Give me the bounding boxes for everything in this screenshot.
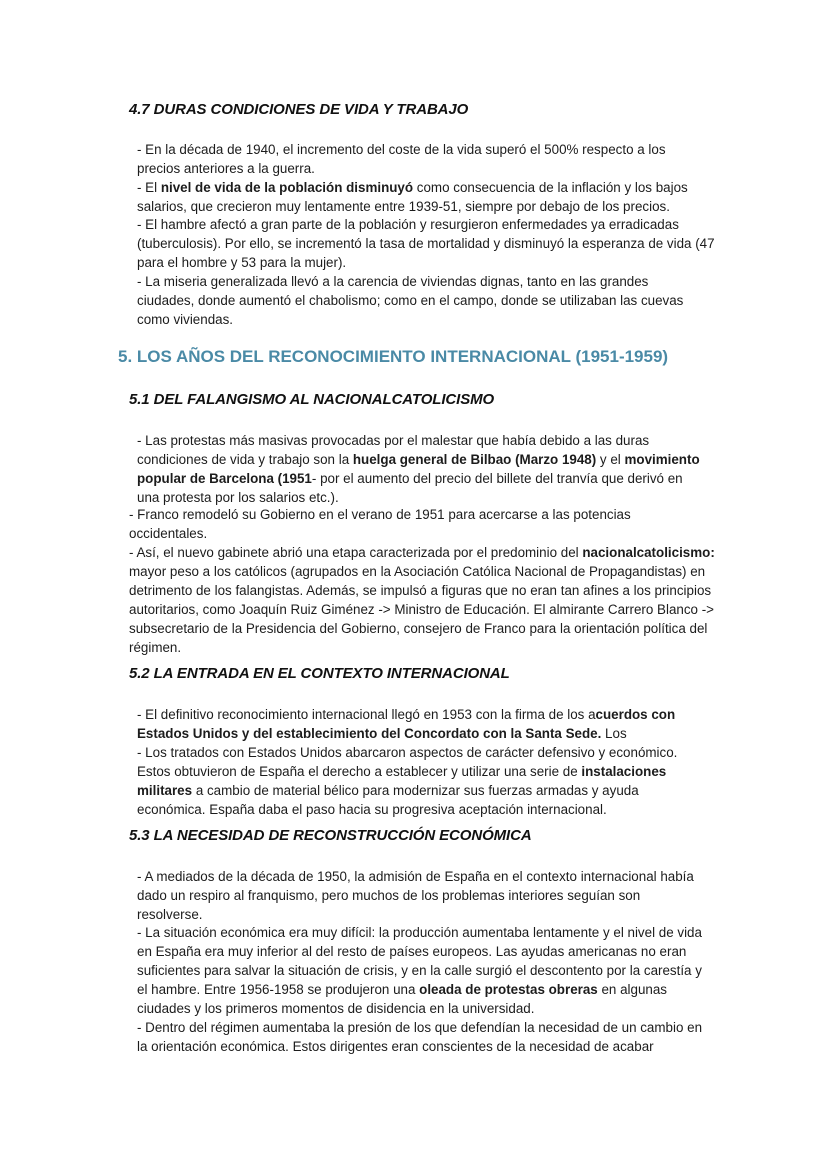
paragraph: - En la década de 1940, el incremento del coste de la vida superó el 500% respecto a los precios anteriores a la guerra. xyxy=(137,142,666,176)
section-heading-5: 5. LOS AÑOS DEL RECONOCIMIENTO INTERNACIONAL (1951-1959) xyxy=(118,347,669,366)
paragraph: - A mediados de la década de 1950, la admisión de España en el contexto internacional había dado un respiro al franquismo, pero muchos de los problemas interiores seguían son resolverse. xyxy=(137,869,694,922)
paragraph: - Así, el nuevo gabinete abrió una etapa caracterizada por el predominio del nacionalcatolicismo: mayor peso a los católicos (agrupados en la Asociación Católica Nacional de Propagandistas) en detrimento de los falangistas. Además, se impulsó a figuras que no eran tan afines a los principios autoritarios, como Joaquín Ruiz Giménez -> Ministro de Educación. El almirante Carrero Blanco -> subsecretario de la Presidencia del Gobierno, consejero de Franco para la orientación política del régimen. xyxy=(129,545,715,655)
section-heading-4-7: 4.7 DURAS CONDICIONES DE VIDA Y TRABAJO xyxy=(129,101,469,118)
paragraph: - Franco remodeló su Gobierno en el verano de 1951 para acercarse a las potencias occidentales. xyxy=(129,507,631,541)
section-heading-5-3: 5.3 LA NECESIDAD DE RECONSTRUCCIÓN ECONÓMICA xyxy=(129,827,532,844)
section-heading-5-2: 5.2 LA ENTRADA EN EL CONTEXTO INTERNACIONAL xyxy=(129,665,510,682)
paragraph: - Los tratados con Estados Unidos abarcaron aspectos de carácter defensivo y económico. Estos obtuvieron de España el derecho a establecer y utilizar una serie de instalaciones militares a cambio de material bélico para modernizar sus fuerzas armadas y ayuda económica. España daba el paso hacia su progresiva aceptación internacional. xyxy=(137,745,678,817)
paragraph: - La situación económica era muy difícil: la producción aumentaba lentamente y el nivel de vida en España era muy inferior al del resto de países europeos. Las ayudas americanas no eran suficientes para salvar la situación de crisis, y en la calle surgió el descontento por la carestía y el hambre. Entre 1956-1958 se produjeron una oleada de protestas obreras en algunas ciudades y los primeros momentos de disidencia en la universidad. xyxy=(137,925,702,1016)
paragraph: - Dentro del régimen aumentaba la presión de los que defendían la necesidad de un cambio en la orientación económica. Estos dirigentes eran conscientes de la necesidad de acabar xyxy=(137,1020,703,1054)
paragraph: - El hambre afectó a gran parte de la población y resurgieron enfermedades ya erradicadas (tuberculosis). Por ello, se incrementó la tasa de mortalidad y disminuyó la esperanza de vida (47 para el hombre y 53 para la mujer). xyxy=(137,217,715,270)
paragraph: - Las protestas más masivas provocadas por el malestar que había debido a las duras condiciones de vida y trabajo son la huelga general de Bilbao (Marzo 1948) y el movimiento popular de Barcelona (1951- por el aumento del precio del billete del tranvía que derivó en una protesta por los salarios etc.). xyxy=(137,433,700,505)
section-heading-5-1: 5.1 DEL FALANGISMO AL NACIONALCATOLICISMO xyxy=(129,391,495,408)
paragraph: - La miseria generalizada llevó a la carencia de viviendas dignas, tanto en las grandes ciudades, donde aumentó el chabolismo; como en el campo, donde se utilizaban las cuevas como viviendas. xyxy=(137,274,684,327)
paragraph: - El nivel de vida de la población disminuyó como consecuencia de la inflación y los bajos salarios, que crecieron muy lentamente entre 1939-51, siempre por debajo de los precios. xyxy=(137,180,688,214)
paragraph: - El definitivo reconocimiento internacional llegó en 1953 con la firma de los acuerdos con Estados Unidos y del establecimiento del Concordato con la Santa Sede. Los xyxy=(137,707,676,741)
